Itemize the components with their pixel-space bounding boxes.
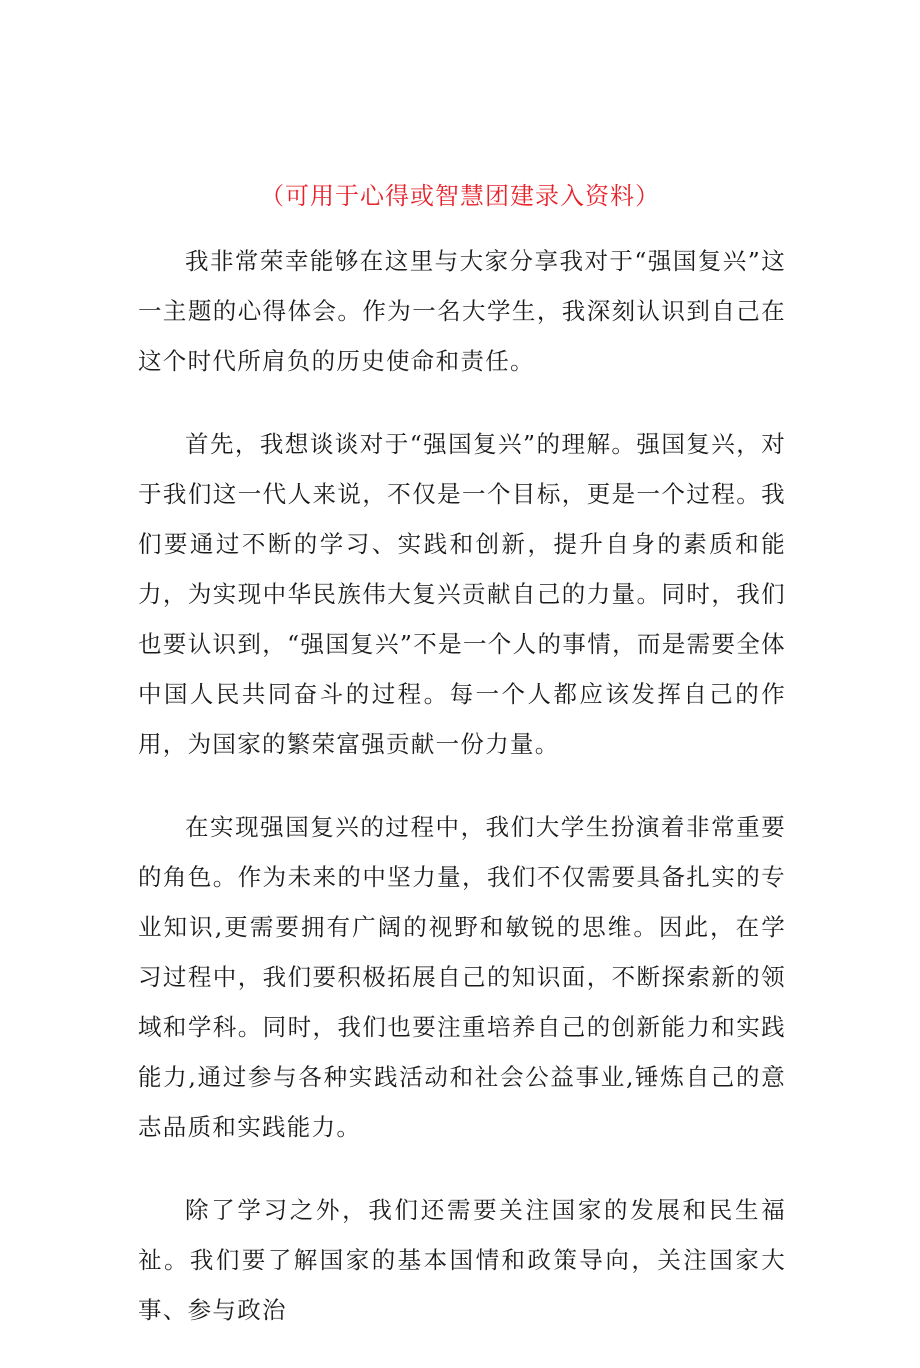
document-body xyxy=(138,236,786,1368)
paragraph-national-affairs: 除了学习之外，我们还需要关注国家的发展和民生福祉。我们要了解国家的基本国情和政策导向，关注国家大事、参与政治 xyxy=(138,1196,786,1324)
paragraph-understanding: 首先，我想谈谈对于“强国复兴”的理解。强国复兴，对于我们这一代人来说，不仅是一个目标，更是一个过程。我们要通过不断的学习、实践和创新，提升自身的素质和能力，为实现中华民族伟大复兴贡献自己的力量。同时，我们也要认识到，“强国复兴”不是一个人的事情，而是需要全体中国人民共同奋斗的过程。每一个人都应该发挥自己的作用，为国家的繁荣富强贡献一份力量。 xyxy=(138,430,786,758)
paragraph-student-role: 在实现强国复兴的过程中，我们大学生扮演着非常重要的角色。作为未来的中坚力量，我们不仅需要具备扎实的专业知识,更需要拥有广阔的视野和敏锐的思维。因此，在学习过程中，我们要积极拓展自己的知识面，不断探索新的领域和学科。同时，我们也要注重培养自己的创新能力和实践能力,通过参与各种实践活动和社会公益事业,锤炼自己的意志品质和实践能力。 xyxy=(138,813,786,1141)
paragraph-intro: 我非常荣幸能够在这里与大家分享我对于“强国复兴”这一主题的心得体会。作为一名大学生，我深刻认识到自己在这个时代所肩负的历史使命和责任。 xyxy=(138,247,786,375)
document-subtitle: （可用于心得或智慧团建录入资料） xyxy=(260,182,660,210)
